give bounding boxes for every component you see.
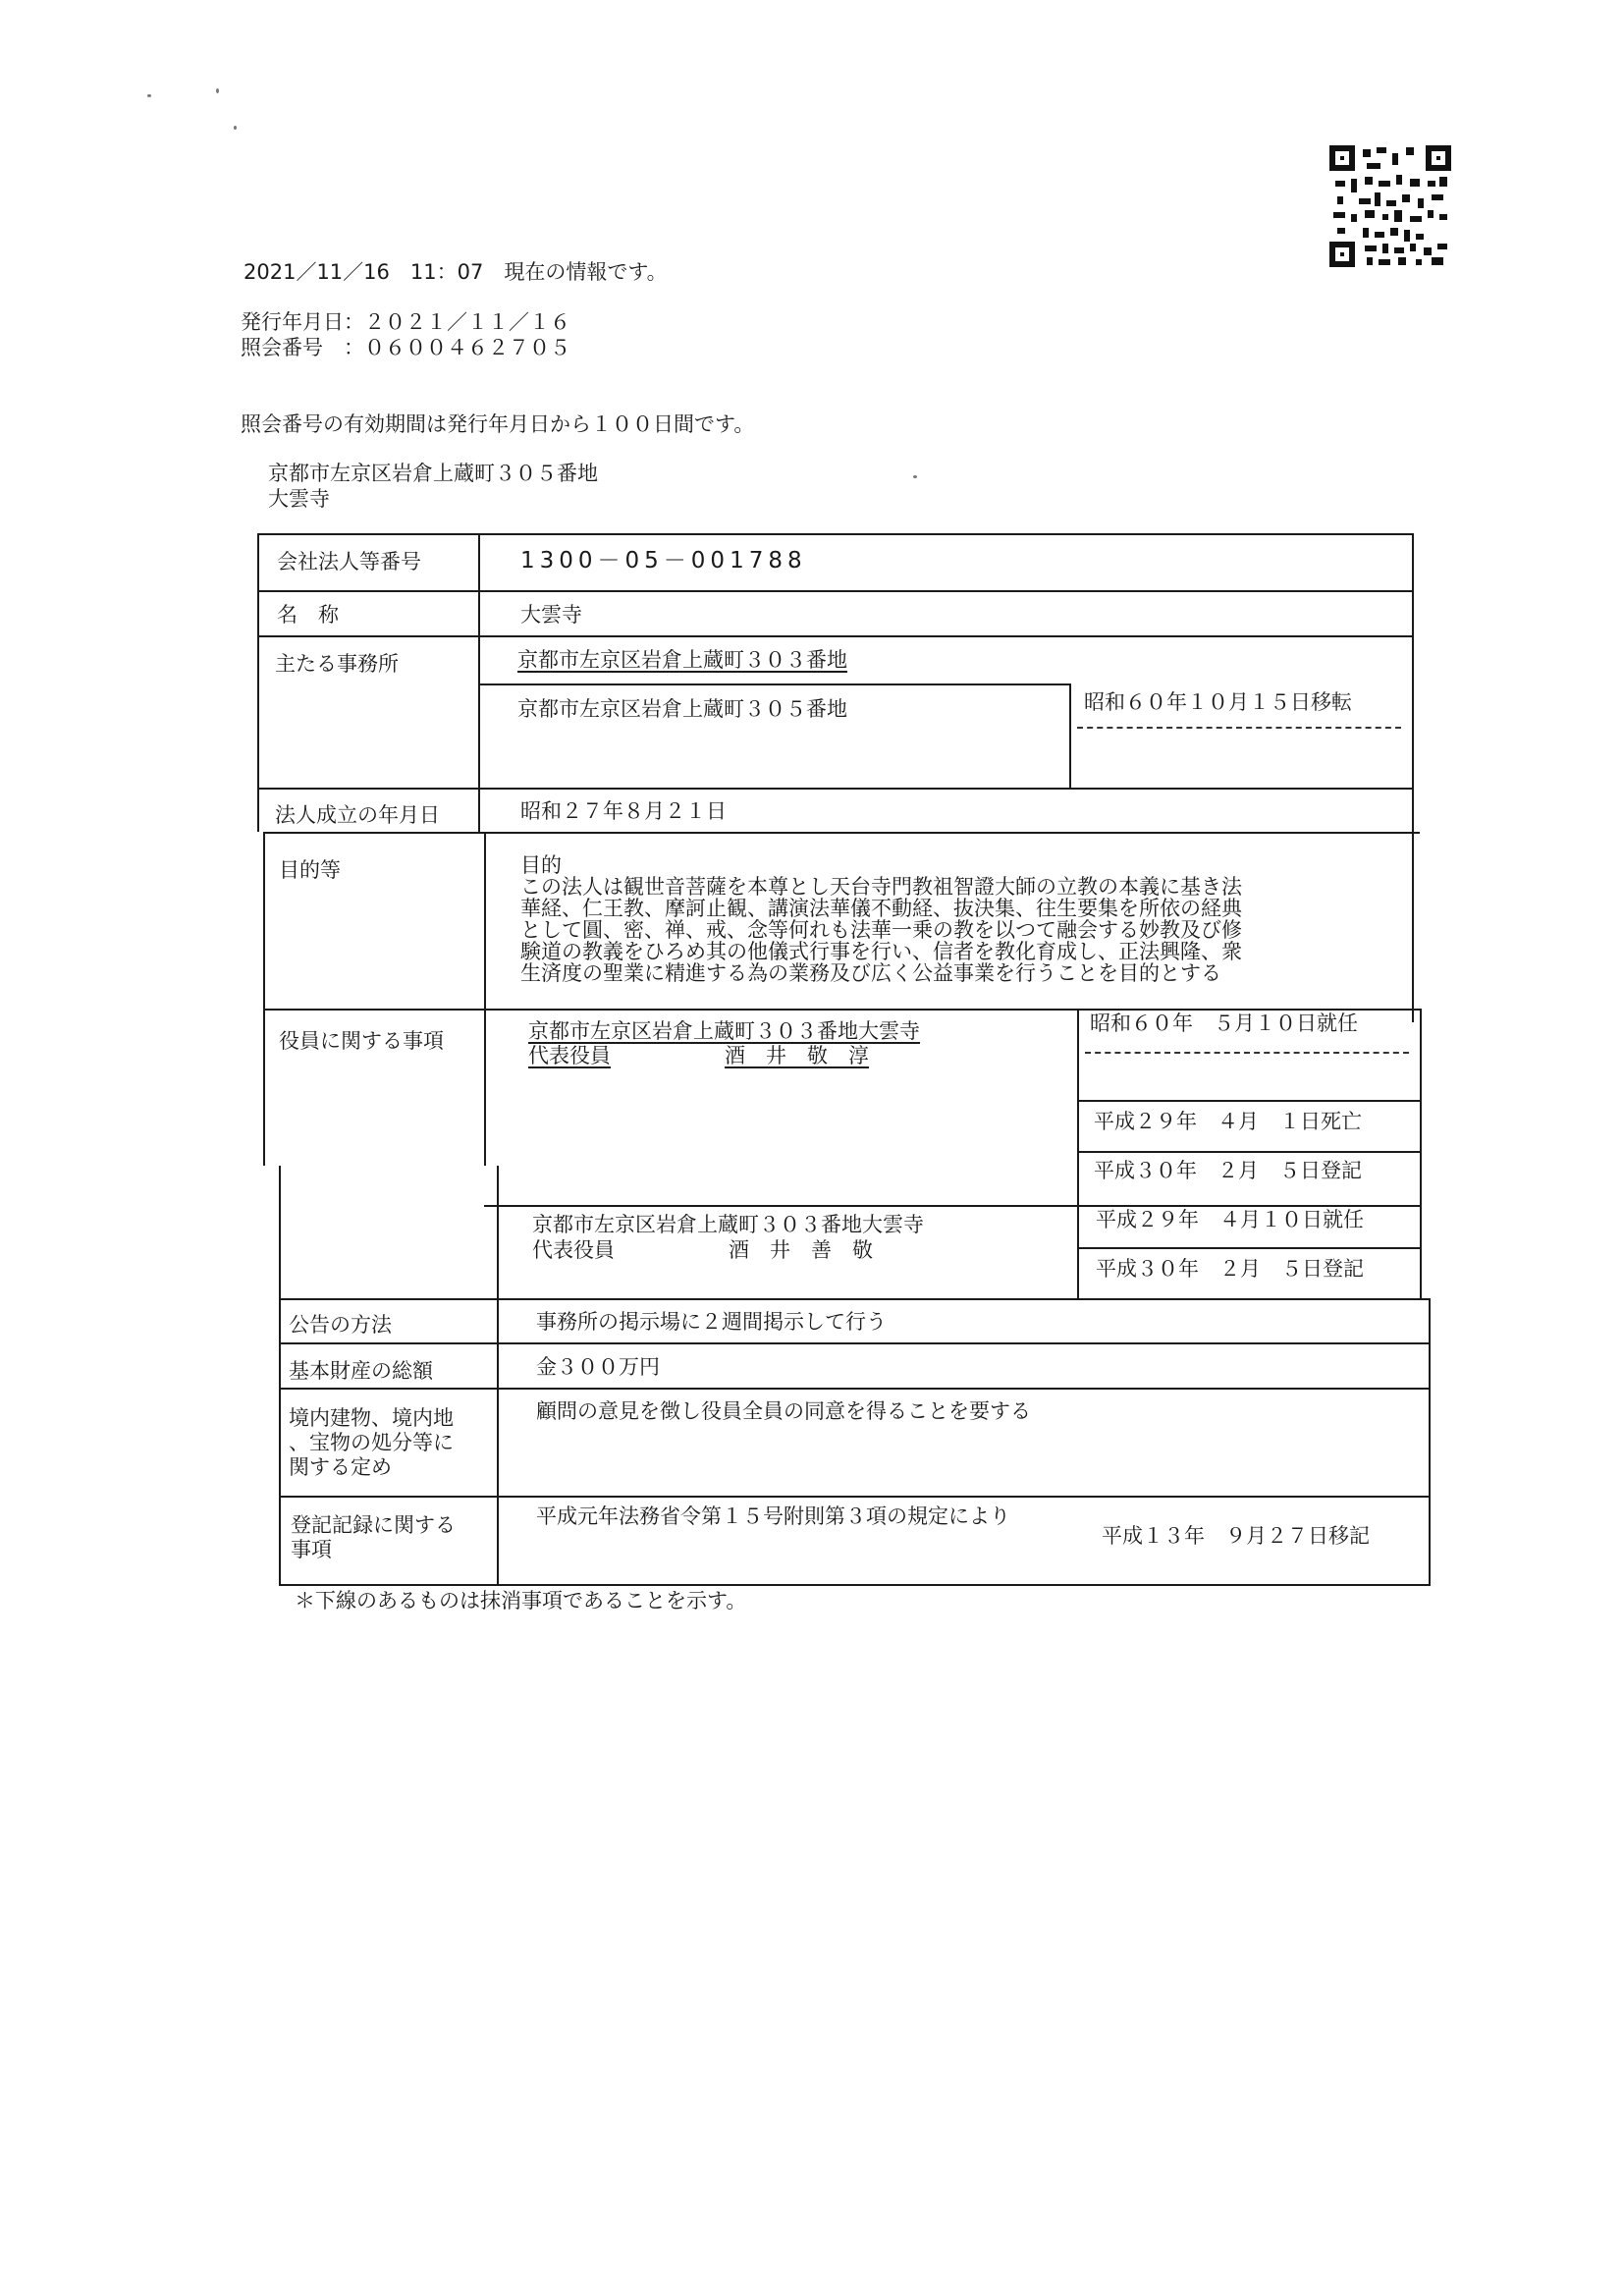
- scan-speck: [147, 94, 151, 97]
- officer-1-role: 代表役員: [528, 1044, 611, 1067]
- property-disposal-label-line: 関する定め: [289, 1455, 392, 1479]
- scan-speck: [216, 88, 219, 93]
- established-label: 法人成立の年月日: [275, 803, 440, 827]
- officer-1-appointed: 昭和６０年 ５月１０日就任: [1090, 1011, 1358, 1035]
- officer-1-address: 京都市左京区岩倉上蔵町３０３番地大雲寺: [528, 1019, 920, 1043]
- corp-number-label: 会社法人等番号: [277, 550, 421, 574]
- property-disposal-label-line: 、宝物の処分等に: [289, 1431, 454, 1454]
- basic-assets-label: 基本財産の総額: [289, 1359, 433, 1383]
- officer-2-appointed: 平成２９年 ４月１０日就任: [1096, 1208, 1364, 1231]
- validity-note: 照会番号の有効期間は発行年月日から１００日間です。: [241, 412, 755, 436]
- purpose-line: この法人は観世音菩薩を本尊とし天台寺門教祖智證大師の立教の本義に基き法: [520, 875, 1242, 899]
- officer-2-registered: 平成３０年 ２月 ５日登記: [1096, 1257, 1364, 1281]
- header-name: 大雲寺: [268, 487, 330, 511]
- officer-1-died: 平成２９年 ４月 １日死亡: [1094, 1110, 1362, 1133]
- name-value: 大雲寺: [520, 603, 582, 627]
- purpose-line: 華経、仁王教、摩訶止観、講演法華儀不動経、抜決集、往生要集を所依の経典: [520, 897, 1242, 920]
- basic-assets-value: 金３００万円: [536, 1355, 660, 1379]
- purpose-text: [520, 854, 1389, 984]
- issue-date: 発行年月日：２０２１／１１／１６: [241, 310, 570, 334]
- registration-record-value: 平成元年法務省令第１５号附則第３項の規定により: [536, 1504, 1010, 1528]
- officer-2-role: 代表役員: [532, 1238, 615, 1262]
- property-disposal-label-line: 境内建物、境内地: [289, 1406, 454, 1430]
- scan-speck: [234, 126, 237, 130]
- office-new-address: 京都市左京区岩倉上蔵町３０５番地: [517, 697, 847, 721]
- office-label: 主たる事務所: [275, 652, 399, 676]
- name-label: 名 称: [277, 603, 339, 627]
- property-disposal-value: 顧問の意見を徴し役員全員の同意を得ることを要する: [536, 1399, 1031, 1423]
- officer-1-registered: 平成３０年 ２月 ５日登記: [1094, 1159, 1362, 1182]
- officer-2-address: 京都市左京区岩倉上蔵町３０３番地大雲寺: [532, 1213, 924, 1236]
- reference-number: 照会番号 ：０６００４６２７０５: [241, 336, 570, 359]
- purpose-line: として圓、密、禅、戒、念等何れも法華一乗の教を以つて融会する妙教及び修: [520, 918, 1242, 942]
- corp-number-value: 1300－05－001788: [520, 548, 807, 574]
- notice-method-label: 公告の方法: [289, 1313, 392, 1337]
- established-value: 昭和２７年８月２１日: [520, 799, 727, 823]
- registration-record-label-line: 登記記録に関する: [291, 1513, 456, 1537]
- purpose-line: 験道の教義をひろめ其の他儀式行事を行い、信者を教化育成し、正法興隆、衆: [520, 940, 1242, 963]
- office-move-date: 昭和６０年１０月１５日移転: [1084, 690, 1352, 714]
- registration-record-label-line: 事項: [291, 1538, 332, 1561]
- officers-label: 役員に関する事項: [279, 1029, 444, 1053]
- purpose-label: 目的等: [279, 858, 341, 882]
- registration-record-date: 平成１３年 ９月２７日移記: [1102, 1524, 1370, 1548]
- officer-1-person: 酒 井 敬 淳: [725, 1044, 869, 1067]
- footnote: ＊下線のあるものは抹消事項であることを示す。: [295, 1589, 747, 1613]
- scan-speck: [913, 475, 917, 478]
- qr-code: [1329, 145, 1451, 267]
- officer-2-person: 酒 井 善 敬: [729, 1238, 873, 1262]
- office-old-address: 京都市左京区岩倉上蔵町３０３番地: [517, 648, 847, 672]
- timestamp-line: 2021／11／16 11：07 現在の情報です。: [243, 260, 668, 284]
- purpose-line: 生済度の聖業に精進する為の業務及び広く公益事業を行うことを目的とする: [520, 961, 1221, 985]
- purpose-heading: 目的: [520, 853, 562, 877]
- notice-method-value: 事務所の掲示場に２週間掲示して行う: [536, 1310, 887, 1334]
- header-address: 京都市左京区岩倉上蔵町３０５番地: [268, 462, 598, 485]
